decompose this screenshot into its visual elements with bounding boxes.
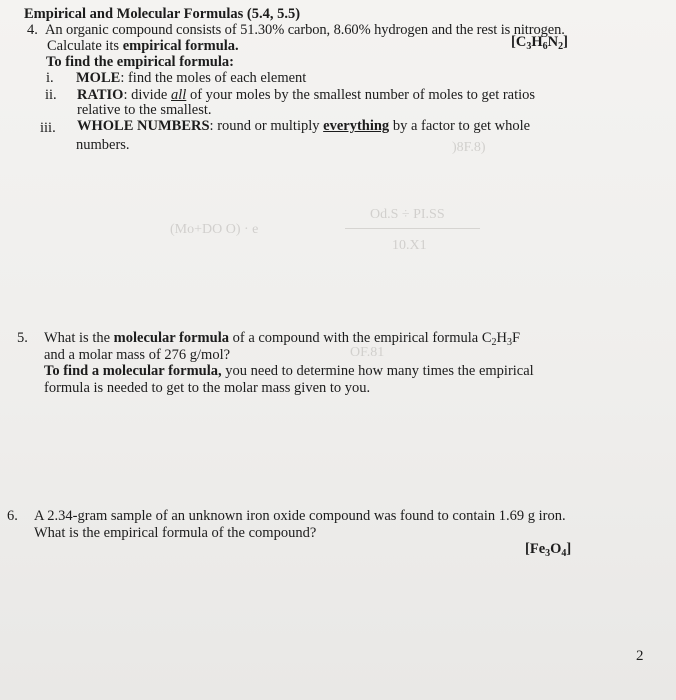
q4-step-2-number: ii. — [45, 87, 57, 103]
q4-step-3: WHOLE NUMBERS: round or multiply everything by a factor to get whole — [77, 118, 531, 134]
q5-line3: To find a molecular formula, you need to determine how many times the empirical — [44, 363, 534, 379]
q5-number: 5. — [17, 330, 28, 346]
q4-line2-prefix: Calculate its — [47, 38, 123, 54]
q6-line1: A 2.34-gram sample of an unknown iron oxide compound was found to contain 1.69 g iron. — [34, 508, 566, 524]
bleed-through-mark: (Mo+DO O) · e — [170, 222, 259, 237]
bleed-through-mark: OF.81 — [350, 345, 385, 360]
q5-empirical-formula: $C_2H_3F$ — [481, 330, 521, 348]
q4-step-1-number: i. — [46, 70, 54, 86]
q5-line4: formula is needed to get to the molar mass given to you. — [44, 380, 371, 396]
bleed-through-line — [345, 228, 480, 229]
q4-answer: $[C_3H_6N_2]$ — [511, 34, 568, 52]
q4-steps-heading: To find the empirical formula: — [46, 54, 234, 70]
q4-line2 — [47, 38, 239, 54]
q4-line2-bold: empirical formula. — [122, 38, 239, 54]
q4-step-3-continuation: numbers. — [76, 137, 130, 153]
q4-step-3-number: iii. — [40, 120, 56, 136]
q4-step-1: MOLE: find the moles of each element — [76, 70, 307, 86]
q4-step-2: RATIO: divide all of your moles by the smallest number of moles to get ratios — [77, 87, 536, 103]
page-number: 2 — [636, 648, 644, 664]
q5-line2: and a molar mass of 276 g/mol? — [44, 347, 231, 363]
q6-number: 6. — [7, 508, 18, 524]
q4-number: 4. — [27, 22, 38, 38]
q6-line2: What is the empirical formula of the compound? — [34, 525, 317, 541]
bleed-through-mark: Od.S ÷ PI.SS — [370, 207, 445, 222]
bleed-through-mark: 10.X1 — [392, 238, 427, 253]
page-title: Empirical and Molecular Formulas (5.4, 5.5) — [24, 6, 301, 22]
q4-line1: An organic compound consists of 51.30% carbon, 8.60% hydrogen and the rest is nitrogen. — [45, 22, 565, 38]
bleed-through-mark: )8F.8) — [452, 140, 486, 155]
q5-line1: What is the molecular formula of a compound with the empirical formula $C_2H_3F$ — [44, 330, 521, 348]
q4-step-2-continuation: relative to the smallest. — [77, 102, 212, 118]
q6-answer: $[Fe_3O_4]$ — [525, 541, 572, 559]
